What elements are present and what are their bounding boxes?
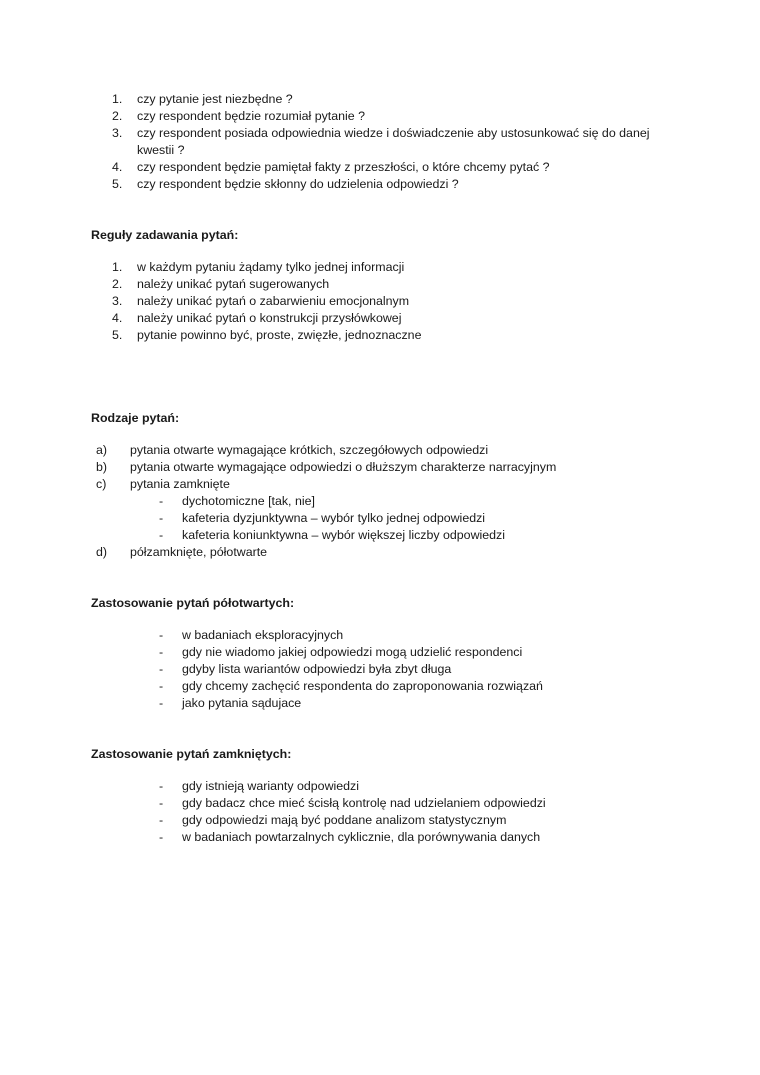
list-item: jako pytania sądujace xyxy=(182,696,302,710)
dash-bullet: - xyxy=(159,628,164,642)
list-letter: a) xyxy=(96,443,108,457)
list-item: należy unikać pytań o zabarwieniu emocjonalnym xyxy=(137,294,410,308)
list-letter: d) xyxy=(96,545,108,559)
list-item: pytania otwarte wymagające krótkich, szczegółowych odpowiedzi xyxy=(130,443,489,457)
list-item: gdy odpowiedzi mają być poddane analizom statystycznym xyxy=(182,813,507,827)
dash-bullet: - xyxy=(159,528,164,542)
list-item: czy respondent posiada odpowiednia wiedze i doświadczenie aby ustosunkować się do danej xyxy=(137,126,650,140)
section-heading: Zastosowanie pytań zamkniętych: xyxy=(91,747,292,761)
list-number: 5. xyxy=(112,328,123,342)
list-item: gdy nie wiadomo jakiej odpowiedzi mogą udzielić respondenci xyxy=(182,645,523,659)
list-item: czy respondent będzie pamiętał fakty z przeszłości, o które chcemy pytać ? xyxy=(137,160,550,174)
list-item: pytania zamknięte xyxy=(130,477,230,491)
list-item: gdy istnieją warianty odpowiedzi xyxy=(182,779,360,793)
list-item: w badaniach eksploracyjnych xyxy=(182,628,344,642)
dash-bullet: - xyxy=(159,813,164,827)
list-item-continuation: kwestii ? xyxy=(137,143,185,157)
list-letter: b) xyxy=(96,460,108,474)
list-item: półzamknięte, półotwarte xyxy=(130,545,268,559)
sub-list-item: dychotomiczne [tak, nie] xyxy=(182,494,315,508)
list-number: 2. xyxy=(112,109,123,123)
dash-bullet: - xyxy=(159,645,164,659)
list-item: w badaniach powtarzalnych cyklicznie, dla porównywania danych xyxy=(182,830,541,844)
dash-bullet: - xyxy=(159,679,164,693)
dash-bullet: - xyxy=(159,796,164,810)
list-item: gdyby lista wariantów odpowiedzi była zbyt długa xyxy=(182,662,452,676)
list-number: 3. xyxy=(112,294,123,308)
list-item: pytanie powinno być, proste, zwięzłe, jednoznaczne xyxy=(137,328,422,342)
list-letter: c) xyxy=(96,477,107,491)
list-item: czy pytanie jest niezbędne ? xyxy=(137,92,293,106)
list-item: gdy chcemy zachęcić respondenta do zaproponowania rozwiązań xyxy=(182,679,543,693)
list-number: 5. xyxy=(112,177,123,191)
list-item: należy unikać pytań sugerowanych xyxy=(137,277,330,291)
sub-list-item: kafeteria koniunktywna – wybór większej liczby odpowiedzi xyxy=(182,528,505,542)
list-item: w każdym pytaniu żądamy tylko jednej informacji xyxy=(137,260,405,274)
list-number: 1. xyxy=(112,92,123,106)
sub-list-item: kafeteria dyzjunktywna – wybór tylko jednej odpowiedzi xyxy=(182,511,486,525)
dash-bullet: - xyxy=(159,494,164,508)
dash-bullet: - xyxy=(159,696,164,710)
list-item: czy respondent będzie skłonny do udzielenia odpowiedzi ? xyxy=(137,177,459,191)
section-heading: Rodzaje pytań: xyxy=(91,411,180,425)
dash-bullet: - xyxy=(159,830,164,844)
list-number: 2. xyxy=(112,277,123,291)
list-number: 4. xyxy=(112,311,123,325)
section-heading: Zastosowanie pytań półotwartych: xyxy=(91,596,295,610)
list-item: pytania otwarte wymagające odpowiedzi o dłuższym charakterze narracyjnym xyxy=(130,460,557,474)
list-number: 1. xyxy=(112,260,123,274)
section-heading: Reguły zadawania pytań: xyxy=(91,228,239,242)
list-item: należy unikać pytań o konstrukcji przysłówkowej xyxy=(137,311,402,325)
dash-bullet: - xyxy=(159,511,164,525)
list-number: 4. xyxy=(112,160,123,174)
dash-bullet: - xyxy=(159,779,164,793)
list-item: gdy badacz chce mieć ścisłą kontrolę nad udzielaniem odpowiedzi xyxy=(182,796,546,810)
dash-bullet: - xyxy=(159,662,164,676)
list-item: czy respondent będzie rozumiał pytanie ? xyxy=(137,109,365,123)
list-number: 3. xyxy=(112,126,123,140)
